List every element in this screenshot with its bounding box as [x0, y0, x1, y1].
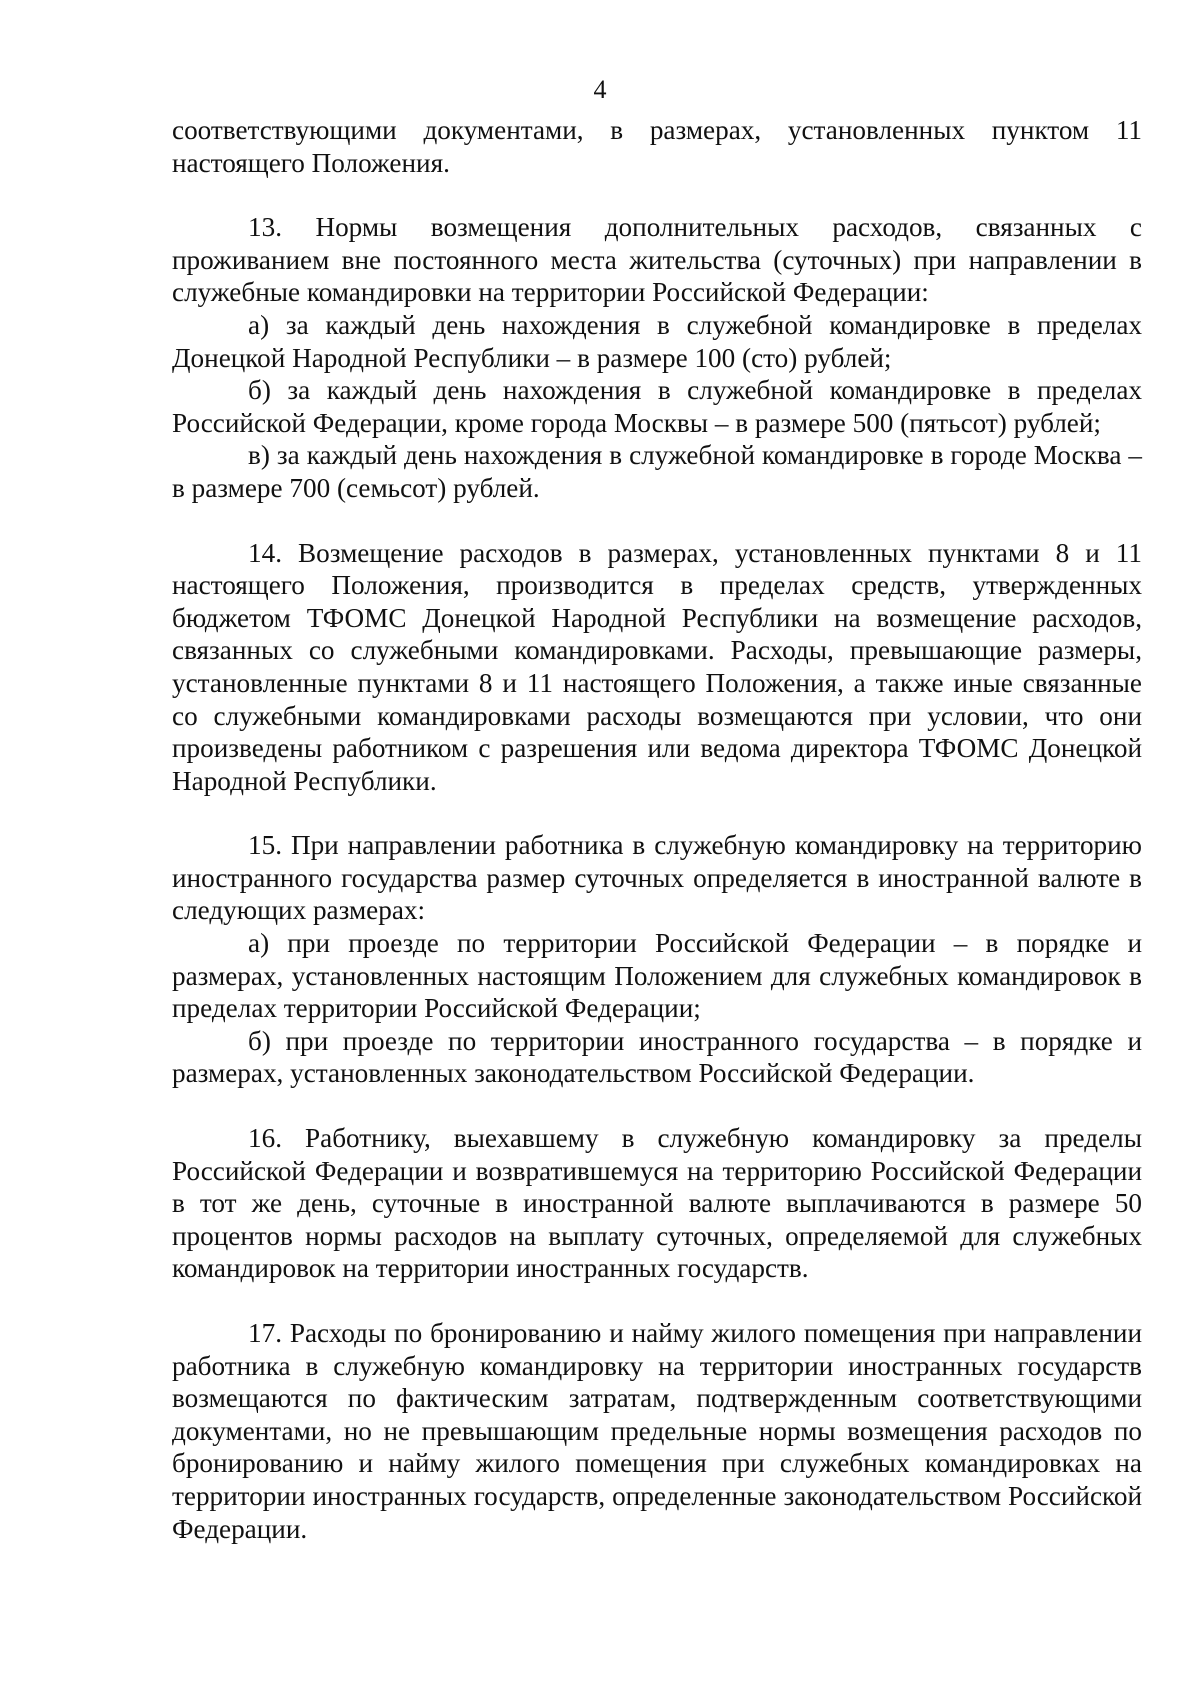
paragraph-continuation: соответствующими документами, в размерах, установленных пунктом 11 настоящего Положения. — [172, 115, 1142, 178]
paragraph-13-b: б) за каждый день нахождения в служебной командировке в пределах Российской Федерации, кроме города Москвы – в размере 500 (пятьсот) рублей; — [172, 375, 1142, 438]
paragraph-13-c: в) за каждый день нахождения в служебной командировке в городе Москва – в размере 700 (семьсот) рублей. — [172, 440, 1142, 503]
page-number: 4 — [593, 75, 607, 104]
paragraph-14: 14. Возмещение расходов в размерах, установленных пунктами 8 и 11 настоящего Положения, производится в пределах средств, утвержденных бюджетом ТФОМС Донецкой Народной Республики на возмещение расходов, связанных со служебными командировками. Расходы, превышающие размеры, установленные пунктами 8 и 11 настоящего Положения, а также иные связанные со служебными командировками расходы возмещаются при условии, что они произведены работником с разрешения или ведома директора ТФОМС Донецкой Народной Республики. — [172, 537, 1142, 796]
paragraph-17: 17. Расходы по бронированию и найму жилого помещения при направлении работника в служебную командировку на территории иностранных государств возмещаются по фактическим затратам, подтвержденным соответствующими документами, но не превышающим предельные нормы возмещения расходов по бронированию и найму жилого помещения при служебных командировках на территории иностранных государств, определенные законодательством Российской Федерации. — [172, 1318, 1142, 1544]
document-body — [172, 114, 1142, 1545]
paragraph-15: 15. При направлении работника в служебную командировку на территорию иностранного государства размер суточных определяется в иностранной валюте в следующих размерах: — [172, 830, 1142, 926]
paragraph-16: 16. Работнику, выехавшему в служебную командировку за пределы Российской Федерации и возвратившемуся на территорию Российской Федерации в тот же день, суточные в иностранной валюте выплачиваются в размере 50 процентов нормы расходов на выплату суточных, определяемой для служебных командировок на территории иностранных государств. — [172, 1123, 1142, 1284]
paragraph-13: 13. Нормы возмещения дополнительных расходов, связанных с проживанием вне постоянного места жительства (суточных) при направлении в служебные командировки на территории Российской Федерации: — [172, 212, 1142, 308]
paragraph-15-b: б) при проезде по территории иностранного государства – в порядке и размерах, установленных законодательством Российской Федерации. — [172, 1025, 1142, 1089]
paragraph-13-a: а) за каждый день нахождения в служебной командировке в пределах Донецкой Народной Республики – в размере 100 (сто) рублей; — [172, 309, 1142, 373]
paragraph-15-a: а) при проезде по территории Российской Федерации – в порядке и размерах, установленных настоящим Положением для служебных командировок в пределах территории Российской Федерации; — [172, 928, 1142, 1024]
